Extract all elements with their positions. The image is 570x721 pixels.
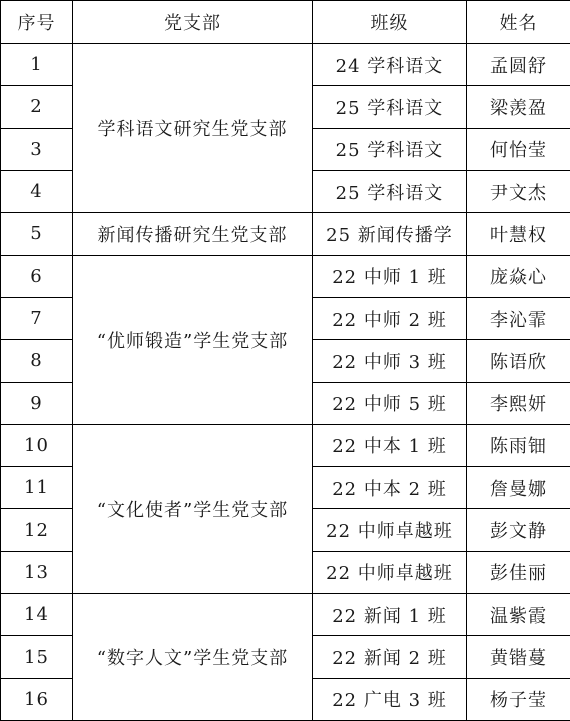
member-name-cell: 尹文杰: [467, 170, 570, 212]
member-name-cell: 黄锴蔓: [467, 636, 570, 678]
member-name-cell: 温紫霞: [467, 594, 570, 636]
row-number-cell: 5: [1, 213, 73, 255]
table-body: [1, 44, 570, 721]
row-number-cell: 3: [1, 128, 73, 170]
member-name-cell: 彭文静: [467, 509, 570, 551]
member-name-cell: 詹曼娜: [467, 467, 570, 509]
member-name-cell: 孟圆舒: [467, 44, 570, 86]
row-number-cell: 16: [1, 678, 73, 720]
class-cell: 22 中师 1 班: [313, 255, 467, 297]
row-number-cell: 13: [1, 551, 73, 593]
table-header: [1, 1, 570, 44]
row-number-cell: 4: [1, 170, 73, 212]
class-cell: 22 中本 1 班: [313, 424, 467, 466]
table-row: [1, 594, 570, 636]
member-name-cell: 陈语欣: [467, 340, 570, 382]
class-cell: 25 学科语文: [313, 128, 467, 170]
class-cell: 22 新闻 2 班: [313, 636, 467, 678]
party-branch-cell: 学科语文研究生党支部: [73, 44, 313, 213]
table-row: [1, 213, 570, 255]
member-name-cell: 叶慧权: [467, 213, 570, 255]
row-number-cell: 1: [1, 44, 73, 86]
row-number-cell: 8: [1, 340, 73, 382]
member-name-cell: 庞焱心: [467, 255, 570, 297]
member-name-cell: 杨子莹: [467, 678, 570, 720]
class-cell: 22 中本 2 班: [313, 467, 467, 509]
table-row: [1, 255, 570, 297]
row-number-cell: 7: [1, 297, 73, 339]
member-name-cell: 梁羡盈: [467, 86, 570, 128]
table-row: [1, 424, 570, 466]
row-number-cell: 12: [1, 509, 73, 551]
member-name-cell: 何怡莹: [467, 128, 570, 170]
row-number-cell: 2: [1, 86, 73, 128]
class-cell: 22 中师 2 班: [313, 297, 467, 339]
party-branch-cell: “数字人文”学生党支部: [73, 594, 313, 721]
party-branch-cell: 新闻传播研究生党支部: [73, 213, 313, 255]
class-cell: 25 学科语文: [313, 86, 467, 128]
header-name: 姓名: [467, 1, 570, 44]
class-cell: 22 广电 3 班: [313, 678, 467, 720]
table-row: [1, 44, 570, 86]
member-name-cell: 李沁霏: [467, 297, 570, 339]
class-cell: 22 中师卓越班: [313, 509, 467, 551]
row-number-cell: 10: [1, 424, 73, 466]
header-no: 序号: [1, 1, 73, 44]
class-cell: 25 新闻传播学: [313, 213, 467, 255]
party-branch-cell: “优师锻造”学生党支部: [73, 255, 313, 424]
header-class: 班级: [313, 1, 467, 44]
member-name-cell: 陈雨钿: [467, 424, 570, 466]
party-branch-cell: “文化使者”学生党支部: [73, 424, 313, 593]
member-name-cell: 彭佳丽: [467, 551, 570, 593]
header-branch: 党支部: [73, 1, 313, 44]
class-cell: 22 中师 5 班: [313, 382, 467, 424]
row-number-cell: 9: [1, 382, 73, 424]
class-cell: 22 中师卓越班: [313, 551, 467, 593]
row-number-cell: 11: [1, 467, 73, 509]
row-number-cell: 6: [1, 255, 73, 297]
class-cell: 25 学科语文: [313, 170, 467, 212]
row-number-cell: 14: [1, 594, 73, 636]
class-cell: 24 学科语文: [313, 44, 467, 86]
class-cell: 22 新闻 1 班: [313, 594, 467, 636]
row-number-cell: 15: [1, 636, 73, 678]
member-name-cell: 李熙妍: [467, 382, 570, 424]
header-row: [1, 1, 570, 44]
class-cell: 22 中师 3 班: [313, 340, 467, 382]
